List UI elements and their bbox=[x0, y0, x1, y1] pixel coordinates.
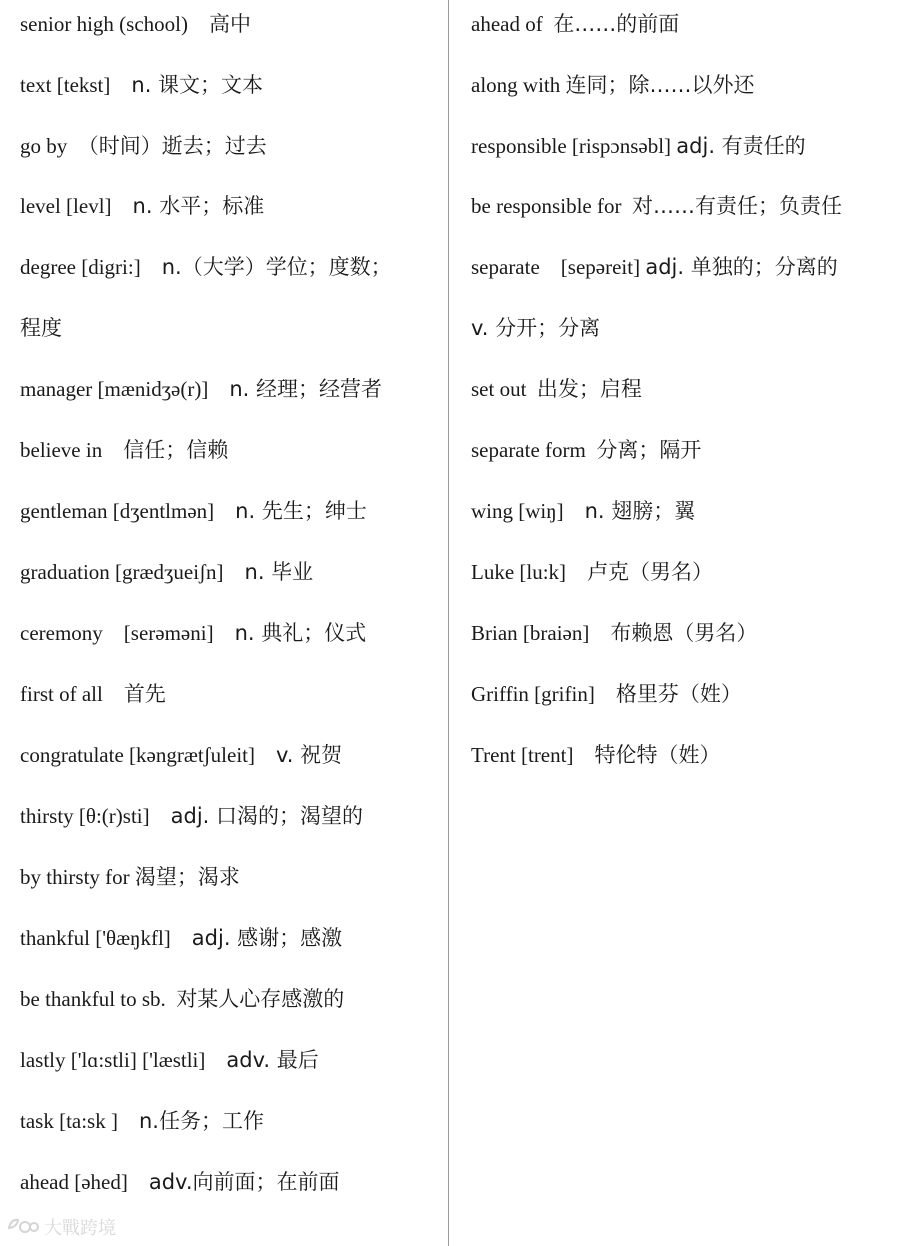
vocab-term: text [tekst] bbox=[20, 73, 111, 97]
vocab-gloss: 高中 bbox=[208, 12, 251, 36]
vocab-entry bbox=[471, 619, 757, 647]
vocab-entry bbox=[20, 619, 366, 647]
vocab-entry bbox=[20, 132, 267, 160]
vocab-term: ceremony [serəməni] bbox=[20, 621, 214, 645]
vocab-term: separate form bbox=[471, 438, 586, 462]
vocab-gloss: 出发；启程 bbox=[536, 377, 642, 401]
vocab-entry bbox=[471, 436, 701, 464]
vocab-gloss: 连同；除……以外还 bbox=[565, 73, 755, 97]
vocab-gloss: 特伦特（姓） bbox=[594, 743, 721, 767]
vocab-gloss: （时间）逝去；过去 bbox=[77, 134, 267, 158]
vocab-gloss: adv.向前面；在前面 bbox=[148, 1170, 340, 1194]
watermark bbox=[6, 1214, 116, 1240]
vocab-term: wing [wiŋ] bbox=[471, 499, 564, 523]
vocab-entry bbox=[471, 132, 806, 160]
vocab-entry bbox=[20, 558, 313, 586]
vocab-entry bbox=[20, 436, 228, 464]
vocab-entry bbox=[20, 1046, 319, 1074]
vocab-gloss: n.（大学）学位；度数； bbox=[161, 255, 392, 279]
vocab-term: graduation [grædʒueiʃn] bbox=[20, 560, 224, 584]
vocab-gloss: adj. 口渴的；渴望的 bbox=[170, 804, 364, 828]
vocab-entry bbox=[20, 802, 363, 830]
vocab-entry bbox=[20, 10, 251, 38]
vocab-term: Trent [trent] bbox=[471, 743, 574, 767]
vocab-gloss: v. 祝贺 bbox=[276, 743, 343, 767]
vocab-entry bbox=[471, 497, 695, 525]
vocab-gloss: n.任务；工作 bbox=[138, 1109, 264, 1133]
vocab-gloss: adv. 最后 bbox=[226, 1048, 319, 1072]
vocab-entry bbox=[20, 985, 344, 1013]
vocab-term: lastly ['lɑ:stli] ['læstli] bbox=[20, 1048, 206, 1072]
vocab-entry bbox=[20, 253, 392, 281]
vocab-entry bbox=[20, 71, 263, 99]
vocab-entry bbox=[471, 375, 642, 403]
vocab-gloss: adj. 有责任的 bbox=[676, 134, 806, 158]
vocab-gloss: adj. 单独的；分离的 bbox=[645, 255, 838, 279]
vocab-entry bbox=[20, 1168, 340, 1196]
vocab-gloss: n. 典礼；仪式 bbox=[234, 621, 367, 645]
vocab-term: ahead [əhed] bbox=[20, 1170, 128, 1194]
vocab-entry bbox=[20, 497, 367, 525]
vocab-term: be responsible for bbox=[471, 194, 622, 218]
vocab-entry bbox=[20, 924, 342, 952]
vocab-entry bbox=[20, 863, 240, 891]
vocab-term: ahead of bbox=[471, 12, 543, 36]
vocab-entry-continued bbox=[20, 314, 62, 342]
vocab-entry bbox=[471, 680, 742, 708]
vocab-gloss: adj. 感谢；感激 bbox=[191, 926, 343, 950]
vocab-gloss: v. 分开；分离 bbox=[471, 316, 601, 340]
vocab-entry bbox=[471, 741, 720, 769]
vocab-gloss: 格里芬（姓） bbox=[615, 682, 742, 706]
vocab-entry bbox=[20, 680, 166, 708]
vocab-gloss: n. 课文；文本 bbox=[131, 73, 264, 97]
vocab-gloss: n. 先生；绅士 bbox=[235, 499, 367, 523]
vocab-entry-continued bbox=[471, 314, 600, 342]
vocab-term: first of all bbox=[20, 682, 103, 706]
vocab-gloss: n. 经理；经营者 bbox=[229, 377, 382, 401]
vocab-term: gentleman [dʒentlmən] bbox=[20, 499, 215, 523]
vocab-term: degree [digri:] bbox=[20, 255, 141, 279]
vocab-term: Brian [braiən] bbox=[471, 621, 590, 645]
watermark-logo-icon bbox=[6, 1216, 40, 1238]
vocab-gloss: 在……的前面 bbox=[553, 12, 680, 36]
vocab-term: along with bbox=[471, 73, 561, 97]
vocab-term: thirsty [θ:(r)sti] bbox=[20, 804, 150, 828]
vocab-term: by thirsty for bbox=[20, 865, 130, 889]
vocab-gloss: n. 水平；标准 bbox=[132, 194, 265, 218]
vocab-term: Luke [lu:k] bbox=[471, 560, 567, 584]
vocab-gloss: 分离；隔开 bbox=[596, 438, 702, 462]
vocab-term: congratulate [kəngrætʃuleit] bbox=[20, 743, 255, 767]
vocab-entry bbox=[471, 558, 713, 586]
vocab-entry bbox=[20, 192, 264, 220]
vocab-term: manager [mænidʒə(r)] bbox=[20, 377, 209, 401]
vocab-term: responsible [rispɔnsəbl] bbox=[471, 134, 672, 158]
vocab-entry bbox=[471, 253, 838, 281]
vocab-gloss: 对某人心存感激的 bbox=[176, 987, 345, 1011]
vocab-entry bbox=[20, 1107, 264, 1135]
vocab-gloss: n. 翅膀；翼 bbox=[584, 499, 696, 523]
vocab-entry bbox=[471, 192, 842, 220]
vocab-term: thankful ['θæŋkfl] bbox=[20, 926, 171, 950]
vocab-gloss: 信任；信赖 bbox=[123, 438, 229, 462]
vocab-entry bbox=[471, 71, 755, 99]
vocab-term: Griffin [grifin] bbox=[471, 682, 595, 706]
vocab-term: level [levl] bbox=[20, 194, 112, 218]
watermark-text: 大戰跨境 bbox=[44, 1218, 116, 1239]
vocab-term: separate [sepəreit] bbox=[471, 255, 641, 279]
vocab-gloss: 程度 bbox=[20, 316, 62, 340]
vocab-term: set out bbox=[471, 377, 527, 401]
vocab-term: believe in bbox=[20, 438, 103, 462]
vocab-entry bbox=[471, 10, 679, 38]
vocab-gloss: 首先 bbox=[123, 682, 166, 706]
vocab-gloss: 布赖恩（男名） bbox=[610, 621, 758, 645]
vocab-term: task [ta:sk ] bbox=[20, 1109, 118, 1133]
vocab-gloss: 渴望；渴求 bbox=[134, 865, 240, 889]
vocab-term: go by bbox=[20, 134, 68, 158]
vocab-gloss: 对……有责任；负责任 bbox=[631, 194, 842, 218]
vocab-entry bbox=[20, 741, 342, 769]
vocab-gloss: 卢克（男名） bbox=[587, 560, 714, 584]
vocab-entry bbox=[20, 375, 382, 403]
vocab-term: senior high (school) bbox=[20, 12, 188, 36]
vocab-term: be thankful to sb. bbox=[20, 987, 166, 1011]
vocab-gloss: n. 毕业 bbox=[244, 560, 314, 584]
column-divider bbox=[448, 0, 449, 1246]
